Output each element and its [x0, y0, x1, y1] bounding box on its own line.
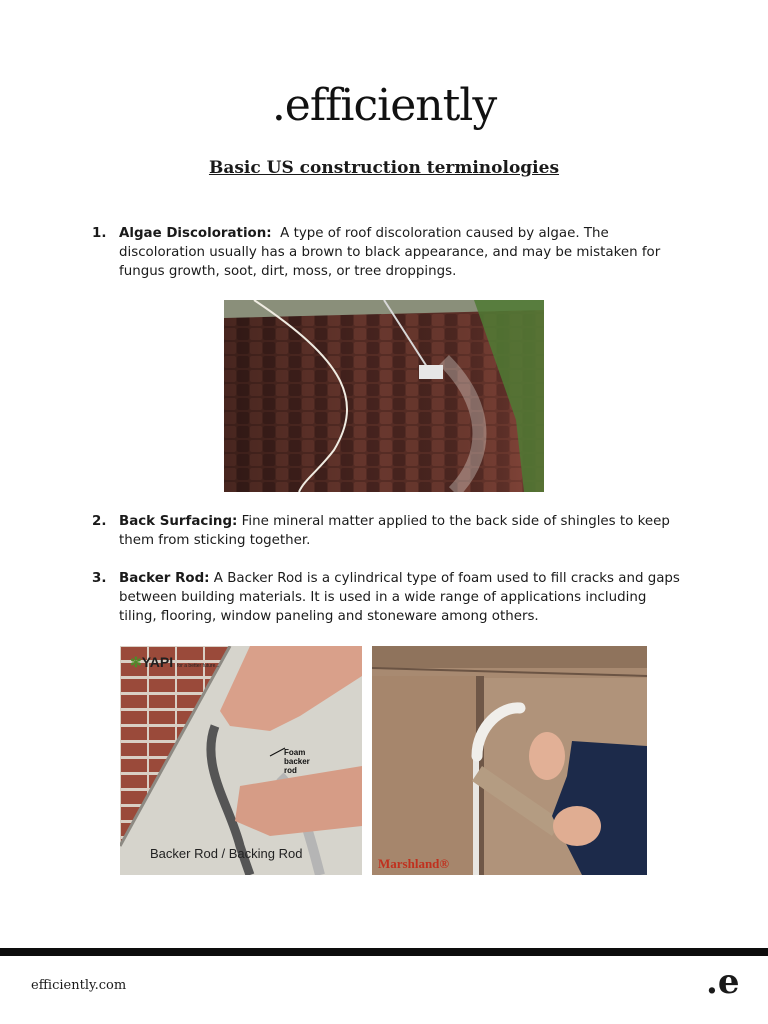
term-definition: A Backer Rod is a cylindrical type of foam used to fill cracks and gaps between building materials. It is used in a wide range of applications including tiling, flooring, window paneling and stoneware among others.	[119, 571, 680, 624]
foam-backer-rod-callout: Foam backer rod	[284, 748, 310, 775]
stone-backer-rod-photo	[372, 646, 647, 875]
term-algae-discoloration	[92, 224, 682, 281]
term-number: 1.	[92, 226, 107, 241]
image-caption: Backer Rod / Backing Rod	[150, 846, 303, 861]
term-definition: A type of roof discoloration caused by algae. The discoloration usually has a brown to black appearance, and may be mistaken for fungus growth, soot, dirt, moss, or tree droppings.	[119, 226, 661, 279]
term-back-surfacing	[92, 512, 682, 550]
term-name: Backer Rod:	[119, 571, 210, 586]
yapi-brand-logo: ✻YAPI for a better future...	[130, 654, 220, 670]
term-number: 2.	[92, 514, 107, 529]
footer-website: efficiently.com	[31, 978, 127, 993]
term-definition: Fine mineral matter applied to the back side of shingles to keep them from sticking together.	[119, 514, 670, 548]
footer-brand-mark: .e	[706, 962, 740, 1002]
roof-algae-photo	[224, 300, 544, 492]
brand-logo: .efficiently	[271, 80, 497, 131]
page-title: Basic US construction terminologies	[208, 158, 560, 178]
term-name: Algae Discoloration:	[119, 226, 272, 241]
term-name: Back Surfacing:	[119, 514, 238, 529]
footer-divider	[0, 948, 768, 956]
backer-rod-photo	[120, 646, 362, 875]
marshland-watermark: Marshland®	[378, 856, 450, 871]
term-backer-rod	[92, 569, 682, 626]
term-number: 3.	[92, 571, 107, 586]
